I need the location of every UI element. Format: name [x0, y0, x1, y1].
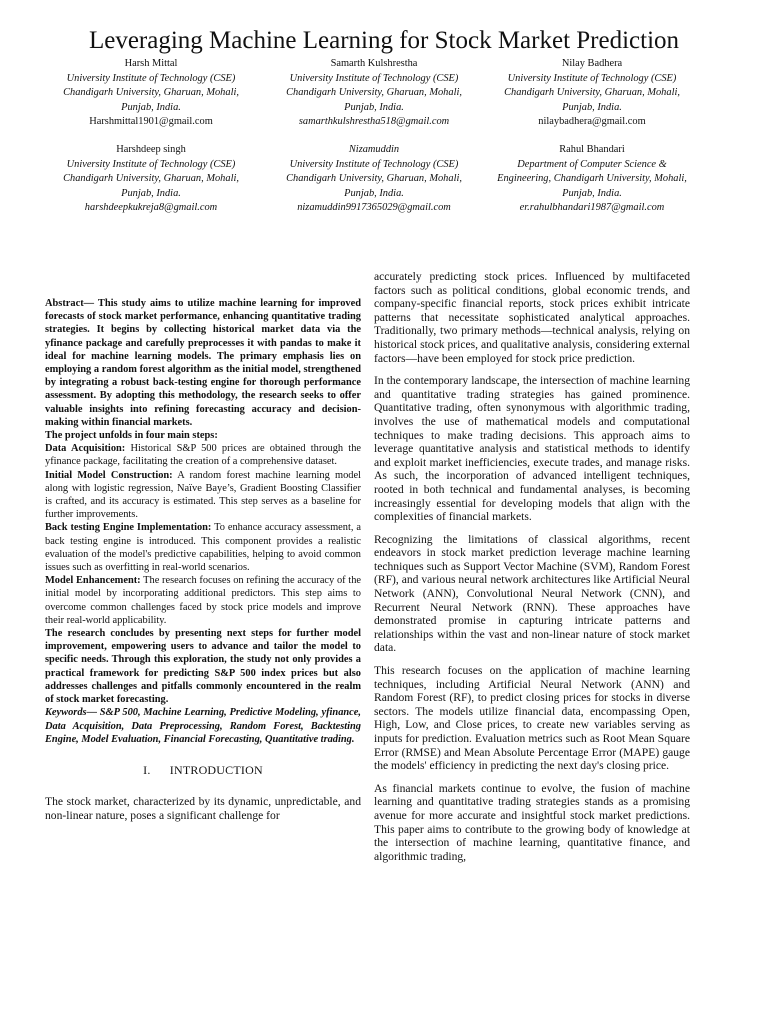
author-affiliation: University Institute of Technology (CSE) [289, 158, 459, 170]
step-item [45, 574, 361, 627]
conclusion-paragraph: The research concludes by presenting next steps for further model improvement, empowering users to advance and tailor the model to specific needs. Through this exploration, the study not only provides a practical framework for predicting S&P 500 index prices but also addresses challenges and pitfalls commonly encountered in the realm of stock market forecasting. [45, 628, 361, 706]
author-name: Harshdeep singh [116, 144, 186, 155]
step-text: A random forest machine learning model along with logistic regression, Naïve Baye’s, Gradient Boosting Classifier is crafted, and its accuracy is estimated. This step serves as a baseline for further improvements. [45, 469, 361, 521]
author-affiliation: Punjab, India. [344, 101, 404, 113]
step-label: Back testing Engine Implementation: [45, 522, 212, 534]
step-label: Model Enhancement: [45, 575, 141, 587]
step-text: To enhance accuracy assessment, a back testing engine is introduced. This component provides a realistic evaluation of the model's predictive capabilities, helping to avoid common issues such as overfitting in real-world scenarios. [45, 522, 361, 574]
author-affiliation: Punjab, India. [121, 187, 181, 199]
abstract: Abstract— This study aims to utilize machine learning for improved forecasts of stock market performance, enhancing quantitative trading strategies. It begins by collecting historical market data via the yfinance package and carefully preprocesses it with pandas to make it ideal for machine learning models. The primary emphasis lies on employing a random forest algorithm as the initial model, strengthened by integrating a robust back-testing engine for thorough performance assessment. By adopting this methodology, the research seeks to offer valuable insights into refining forecasting accuracy and decision-making within financial markets. [45, 298, 361, 428]
paper-title: Leveraging Machine Learning for Stock Market Prediction [88, 27, 680, 54]
author-name: Samarth Kulshrestha [330, 58, 418, 69]
left-column [45, 297, 361, 822]
body-paragraph: As financial markets continue to evolve, the fusion of machine learning and quantitative trading strategies stands as a promising avenue for more accurate and insightful stock market predictions. This paper aims to contribute to the growing body of knowledge at the intersection of machine learning, quantitative finance, and algorithmic trading, [374, 781, 690, 863]
step-label: Data Acquisition: [45, 443, 126, 455]
author-affiliation: Punjab, India. [562, 101, 622, 113]
author-name: Nilay Badhera [561, 58, 623, 69]
step-item [45, 442, 361, 468]
author-email: Harshmittal1901@gmail.com [89, 116, 213, 127]
intro-paragraph: The stock market, characterized by its dynamic, unpredictable, and non-linear nature, poses a significant challenge for [45, 795, 361, 822]
right-column [374, 270, 690, 872]
steps-heading: The project unfolds in four main steps: [45, 430, 218, 442]
author-affiliation: University Institute of Technology (CSE) [507, 72, 677, 84]
author-affiliation: Punjab, India. [121, 101, 181, 113]
author-name: Nizamuddin [348, 144, 400, 155]
author-affiliation: Chandigarh University, Gharuan, Mohali, [504, 87, 680, 98]
author-name: Rahul Bhandari [559, 144, 625, 155]
author-affiliation: University Institute of Technology (CSE) [66, 72, 236, 84]
step-label: Initial Model Construction: [45, 469, 173, 481]
author-name: Harsh Mittal [124, 58, 178, 69]
author-block [31, 143, 271, 216]
author-block [254, 143, 494, 216]
body-paragraph: Recognizing the limitations of classical algorithms, recent endeavors in stock market prediction leverage machine learning techniques such as Support Vector Machine (SVM), Random Forest (RF), and various neural network architectures like Artificial Neural Network (ANN), Convolutional Neural Network (CNN), and Recurrent Neural Network (RNN). These approaches have demonstrated promise in capturing intricate patterns and relationships within the vast and non-linear nature of stock market data. [374, 532, 690, 655]
author-affiliation: Punjab, India. [344, 187, 404, 199]
author-email: samarthkulshrestha518@gmail.com [298, 116, 450, 127]
author-affiliation: Chandigarh University, Gharuan, Mohali, [63, 173, 239, 184]
steps-list [45, 429, 361, 627]
step-text: The research focuses on refining the accuracy of the initial model by incorporating additional predictors. This step aims to overcome common challenges faced by stock price models and improve their real-world applicability. [45, 575, 362, 626]
author-email: nilaybadhera@gmail.com [538, 116, 646, 127]
step-text: Historical S&P 500 prices are obtained through the yfinance package, facilitating the creation of a comprehensive dataset. [45, 443, 361, 468]
step-item [45, 469, 361, 522]
author-block [472, 57, 712, 130]
author-affiliation: Punjab, India. [562, 187, 622, 199]
author-block [31, 57, 271, 130]
body-paragraph: This research focuses on the application of machine learning techniques, including Artificial Neural Network (ANN) and Random Forest (RF), to predict closing prices for stocks in diverse sectors. The models utilize financial data, encompassing Open, High, Low, and Close prices, to create new variables serving as inputs for prediction. Evaluation metrics such as Root Mean Square Error (RMSE) and Mean Absolute Percentage Error (MAPE) gauge the models' efficiency in predicting the next day's closing price. [374, 664, 690, 773]
body-paragraph: accurately predicting stock prices. Influenced by multifaceted factors such as political conditions, global economic trends, and company-specific financial reports, stock prices exhibit intricate patterns that necessitate sophisticated analytical approaches. Traditionally, two primary methods—technical analysis, relying on historical stock prices, and qualitative analysis, considering external factors—have been employed for stock price prediction. [374, 270, 690, 365]
author-affiliation: Department of Computer Science & [517, 158, 667, 170]
author-affiliation: Engineering, Chandigarh University, Mohali, [497, 173, 687, 184]
keywords: Keywords— S&P 500, Machine Learning, Predictive Modeling, yfinance, Data Acquisition, Data Preprocessing, Random Forest, Backtesting Engine, Model Evaluation, Financial Forecasting, Quantitative trading. [45, 707, 361, 745]
body-paragraph: In the contemporary landscape, the intersection of machine learning and quantitative trading strategies has gained prominence. Quantitative trading, often synonymous with algorithmic trading, involves the use of mathematical models and computational techniques to make trading decisions. This approach aims to leverage quantitative analysis and statistical methods to identify and exploit market inefficiencies, execute trades, and manage risks. As such, the incorporation of advanced intelligent techniques, rooted in both technical and fundamental analyses, is becoming increasingly essential for developing models that align with the complexities of financial markets. [374, 374, 690, 524]
section-heading: I. INTRODUCTION [143, 762, 263, 777]
author-affiliation: Chandigarh University, Gharuan, Mohali, [286, 87, 462, 98]
author-email: nizamuddin9917365029@gmail.com [297, 202, 451, 213]
author-block [472, 143, 712, 216]
author-block [254, 57, 494, 130]
author-affiliation: University Institute of Technology (CSE) [66, 158, 236, 170]
author-affiliation: Chandigarh University, Gharuan, Mohali, [63, 87, 239, 98]
author-email: er.rahulbhandari1987@gmail.com [519, 202, 665, 213]
author-affiliation: University Institute of Technology (CSE) [289, 72, 459, 84]
step-item [45, 521, 361, 574]
author-email: harshdeepkukreja8@gmail.com [84, 202, 218, 213]
author-affiliation: Chandigarh University, Gharuan, Mohali, [286, 173, 462, 184]
